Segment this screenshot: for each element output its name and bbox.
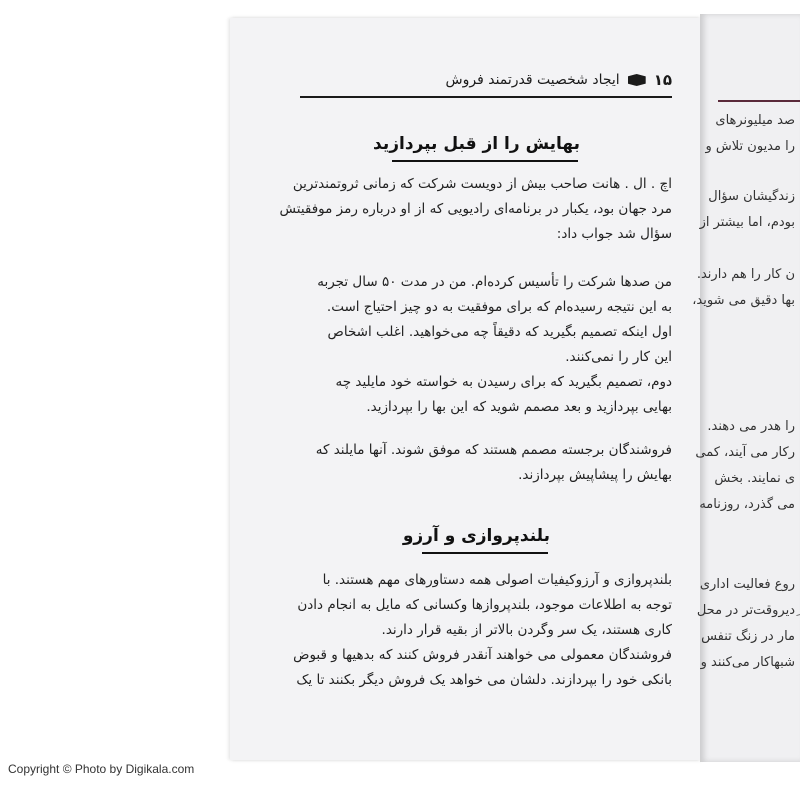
text-line: این کار را نمی‌کنند. [565, 349, 672, 365]
text-line: اچ . ال . هانت صاحب بیش از دویست شرکت که زمانی ثروتمندترین [292, 176, 672, 192]
page-number: ۱۵ [653, 71, 672, 89]
text-line: سؤال شد جواب داد: [556, 226, 672, 242]
text-line: کاری هستند، یک سر وگردن بالاتر از بقیه قرار دارند. [381, 622, 672, 638]
paragraph-6 [296, 568, 672, 643]
section-heading-2-underline [422, 552, 548, 554]
text-line: من صدها شرکت را تأسیس کرده‌ام. من در مدت ۵۰ سال تجربه [317, 274, 672, 290]
right-page-line: می گذرد، روزنامه [699, 497, 795, 512]
right-page-line: را هدر می دهند. [707, 419, 795, 434]
text-line: اول اینکه تصمیم بگیرید که دقیقاً چه می‌خواهید. اغلب اشخاص [327, 324, 672, 340]
right-page-line: شبهاکار می‌کنند و [700, 655, 795, 670]
text-line: به این نتیجه رسیده‌ام که برای موفقیت به دو چیز احتیاج است. [326, 299, 672, 315]
text-line: دوم، تصمیم بگیرید که برای رسیدن به خواسته خود مایلید چه [335, 374, 672, 390]
right-page-line: ِدیروقت‌تر در محل [696, 603, 795, 618]
right-page-line: صد میلیونرهای [715, 113, 795, 128]
right-page-line: مار در زنگ تنفس [701, 629, 795, 644]
section-heading-1-underline [392, 160, 578, 162]
text-line: مرد جهان بود، یکبار در برنامه‌ای رادیویی که از او درباره رمز موفقیتش [279, 201, 672, 217]
text-line: توجه به اطلاعات موجود، بلندپروازها وکسانی که مایل به انجام دادن [297, 597, 672, 613]
section-heading-2: بلندپروازی و آرزو [402, 526, 550, 546]
text-line: بهایش را پیشاپیش بپردازند. [518, 467, 672, 483]
running-title: ایجاد شخصیت قدرتمند فروش [445, 72, 620, 88]
paragraph-1 [279, 172, 672, 247]
right-page-line: رکار می آیند، کمی [695, 445, 795, 460]
right-page-header-rule [718, 100, 800, 102]
right-page-line: ن کار را هم دارند. [696, 267, 795, 282]
paragraph-7 [293, 643, 672, 693]
right-page-line: بودم، اما بیشتر از [699, 215, 795, 230]
copyright-notice: Copyright © Photo by Digikala.com [8, 762, 195, 776]
header-ornament-icon [628, 74, 646, 86]
page-header [300, 66, 672, 94]
paragraph-3 [296, 320, 672, 370]
right-page-line: ی نمایند. بخش [714, 471, 795, 486]
right-page-line: روع فعالیت اداری [699, 577, 795, 592]
text-line: فروشندگان برجسته مصمم هستند که موفق شوند. آنها مایلند که [315, 442, 672, 458]
text-line: بهایی بپردازید و بعد مصمم شوید که این بها را بپردازید. [366, 399, 672, 415]
header-rule [300, 96, 672, 98]
text-line: بانکی خود را بپردازند. دلشان می خواهد یک فروش دیگر بکنند تا یک [296, 672, 672, 688]
section-heading-1: بهایش را از قبل بپردازید [373, 134, 580, 154]
paragraph-2 [296, 270, 672, 320]
paragraph-4 [296, 370, 672, 420]
text-line: فروشندگان معمولی می خواهند آنقدر فروش کنند که بدهیها و قبوض [293, 647, 672, 663]
right-page-line: بها دقیق می شوید، [692, 293, 795, 308]
right-page-line: را مدیون تلاش و [705, 139, 795, 154]
text-line: بلندپروازی و آرزوکیفیات اصولی همه دستاورهای مهم هستند. با [322, 572, 672, 588]
right-page-line: زندگیشان سؤال [708, 189, 795, 204]
paragraph-5 [296, 438, 672, 488]
